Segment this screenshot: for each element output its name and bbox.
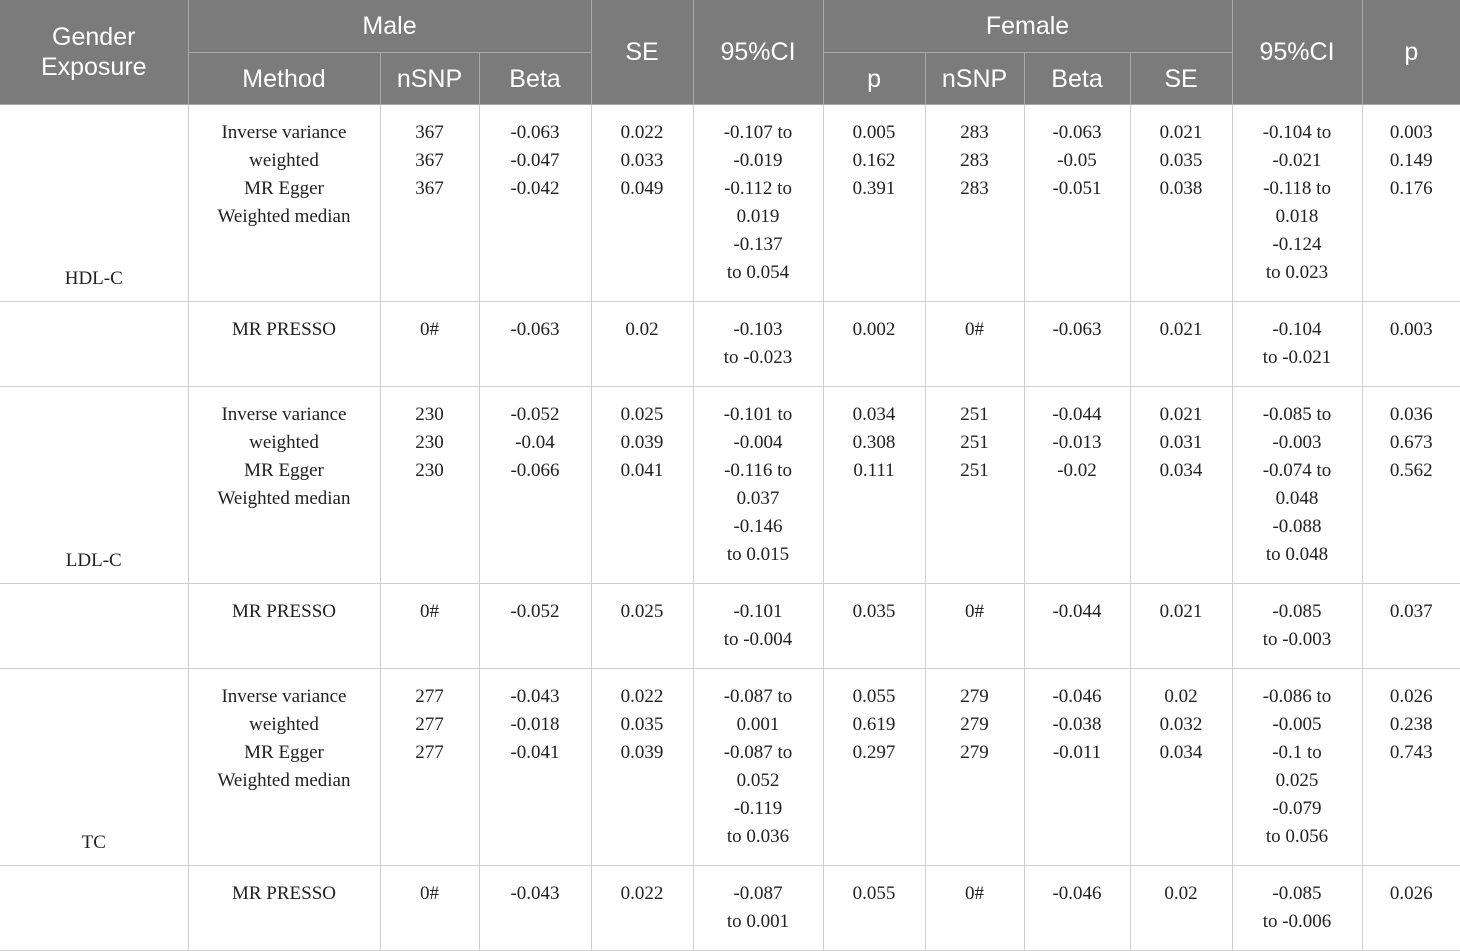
female-p-value: 0.026 (1389, 686, 1433, 707)
male-beta-value: -0.043 (510, 883, 560, 904)
female-ci-value: -0.085 (1272, 883, 1322, 904)
male-nsnp-value: 230 (415, 404, 444, 425)
male-se-value: 0.022 (620, 122, 664, 143)
male-ci-value: -0.103 (733, 319, 783, 340)
method-value: weighted (249, 150, 319, 171)
male-nsnp-cell (380, 105, 479, 302)
female-ci-value: to 0.056 (1265, 826, 1329, 847)
male-ci-value: -0.116 to (724, 460, 792, 481)
female-ci-value: to -0.021 (1262, 347, 1332, 368)
male-ci-value: -0.019 (733, 150, 783, 171)
table-row (0, 387, 1460, 584)
male-ci-value: to 0.054 (726, 262, 790, 283)
male-ci-value: 0.037 (736, 488, 780, 509)
female-p-value: 0.238 (1389, 714, 1433, 735)
male-se-value: 0.025 (620, 404, 664, 425)
male-nsnp-value: 0# (420, 319, 439, 340)
male-ci-value: 0.019 (736, 206, 780, 227)
male-p-value: 0.111 (853, 460, 895, 481)
female-se-cell (1130, 584, 1232, 669)
female-se-value: 0.021 (1159, 122, 1203, 143)
male-beta-value: -0.018 (510, 714, 560, 735)
method-value: MR PRESSO (231, 319, 337, 340)
female-ci-value: -0.088 (1272, 516, 1322, 537)
male-nsnp-value: 277 (415, 714, 444, 735)
method-value: MR Egger (244, 460, 324, 481)
female-nsnp-value: 0# (965, 319, 985, 340)
col-header-se-female: SE (1130, 53, 1232, 105)
male-ci-value: to -0.004 (723, 629, 793, 650)
female-ci-cell (1232, 387, 1362, 584)
male-nsnp-cell (380, 866, 479, 951)
table-body (0, 105, 1460, 951)
female-ci-value: -0.079 (1272, 798, 1322, 819)
male-se-value: 0.025 (620, 601, 664, 622)
male-beta-value: -0.042 (510, 178, 560, 199)
exposure-value: LDL-C (65, 550, 122, 571)
female-nsnp-value: 279 (960, 742, 989, 763)
table-row (0, 105, 1460, 302)
male-se-value: 0.039 (620, 432, 664, 453)
col-header-se-male: SE (591, 0, 693, 105)
female-ci-value: -0.104 to (1262, 122, 1332, 143)
male-nsnp-cell (380, 387, 479, 584)
female-nsnp-cell (925, 387, 1024, 584)
male-ci-value: -0.004 (733, 432, 783, 453)
male-ci-value: -0.087 to (723, 686, 793, 707)
table-row (0, 866, 1460, 951)
female-se-value: 0.035 (1159, 150, 1203, 171)
male-ci-cell (693, 387, 823, 584)
male-beta-value: -0.041 (510, 742, 560, 763)
female-se-value: 0.031 (1159, 432, 1203, 453)
male-beta-value: -0.052 (510, 404, 560, 425)
female-ci-cell (1232, 584, 1362, 669)
male-beta-cell (479, 669, 591, 866)
female-beta-cell (1024, 105, 1130, 302)
table-row (0, 584, 1460, 669)
exposure-cell (0, 584, 188, 669)
female-ci-value: -0.021 (1272, 150, 1322, 171)
male-nsnp-value: 230 (415, 460, 444, 481)
female-ci-value: -0.005 (1272, 714, 1322, 735)
male-se-value: 0.035 (620, 714, 664, 735)
female-p-cell (1362, 866, 1460, 951)
female-se-value: 0.021 (1159, 404, 1203, 425)
female-beta-value: -0.011 (1052, 742, 1102, 763)
col-header-p-male: p (823, 53, 925, 105)
female-se-value: 0.02 (1164, 883, 1198, 904)
male-se-cell (591, 105, 693, 302)
female-nsnp-value: 0# (965, 883, 985, 904)
male-p-value: 0.391 (852, 178, 896, 199)
female-ci-value: -0.074 to (1262, 460, 1332, 481)
male-beta-value: -0.043 (510, 686, 560, 707)
female-p-cell (1362, 584, 1460, 669)
female-se-value: 0.034 (1159, 460, 1203, 481)
female-nsnp-value: 279 (960, 714, 989, 735)
female-ci-value: 0.048 (1275, 488, 1319, 509)
male-beta-value: -0.063 (510, 122, 560, 143)
male-nsnp-value: 367 (415, 150, 444, 171)
female-ci-value: -0.085 to (1262, 404, 1332, 425)
male-ci-cell (693, 669, 823, 866)
male-ci-value: -0.107 to (723, 122, 793, 143)
female-ci-cell (1232, 105, 1362, 302)
female-beta-cell (1024, 387, 1130, 584)
male-beta-value: -0.04 (515, 432, 555, 453)
male-ci-value: -0.087 (733, 883, 783, 904)
female-nsnp-value: 283 (960, 122, 989, 143)
female-ci-cell (1232, 669, 1362, 866)
female-nsnp-value: 283 (960, 150, 989, 171)
male-beta-value: -0.052 (510, 601, 560, 622)
method-value: weighted (249, 714, 319, 735)
exposure-cell (0, 669, 188, 866)
female-se-value: 0.02 (1164, 686, 1198, 707)
male-p-value: 0.297 (852, 742, 896, 763)
male-p-cell (823, 584, 925, 669)
method-value: Weighted median (217, 770, 351, 791)
female-p-value: 0.026 (1389, 883, 1433, 904)
female-se-cell (1130, 669, 1232, 866)
male-ci-value: 0.052 (736, 770, 780, 791)
table-row (0, 669, 1460, 866)
method-cell (188, 387, 380, 584)
female-p-value: 0.176 (1389, 178, 1433, 199)
female-nsnp-value: 279 (960, 686, 989, 707)
male-ci-cell (693, 302, 823, 387)
exposure-cell (0, 387, 188, 584)
male-beta-cell (479, 302, 591, 387)
male-p-cell (823, 669, 925, 866)
female-se-value: 0.038 (1159, 178, 1203, 199)
female-ci-cell (1232, 302, 1362, 387)
male-ci-cell (693, 584, 823, 669)
method-cell (188, 105, 380, 302)
female-beta-value: -0.02 (1057, 460, 1097, 481)
male-ci-cell (693, 866, 823, 951)
female-p-value: 0.149 (1389, 150, 1433, 171)
col-header-beta-male: Beta (479, 53, 591, 105)
female-ci-value: -0.104 (1272, 319, 1322, 340)
male-ci-value: 0.001 (736, 714, 780, 735)
female-p-value: 0.036 (1389, 404, 1433, 425)
male-p-value: 0.055 (852, 883, 896, 904)
female-ci-value: -0.003 (1272, 432, 1322, 453)
female-beta-value: -0.038 (1052, 714, 1102, 735)
male-ci-value: to 0.001 (726, 911, 790, 932)
female-beta-cell (1024, 584, 1130, 669)
male-ci-value: -0.146 (733, 516, 783, 537)
male-ci-value: to 0.015 (726, 544, 790, 565)
female-se-cell (1130, 866, 1232, 951)
female-p-cell (1362, 105, 1460, 302)
exposure-value: TC (81, 832, 106, 853)
method-cell (188, 866, 380, 951)
male-ci-value: to -0.023 (723, 347, 793, 368)
male-se-value: 0.022 (620, 883, 664, 904)
female-nsnp-value: 251 (960, 404, 989, 425)
method-value: Inverse variance (221, 404, 347, 425)
male-p-cell (823, 387, 925, 584)
female-ci-value: -0.085 (1272, 601, 1322, 622)
female-se-value: 0.034 (1159, 742, 1203, 763)
female-group-header: Female (823, 0, 1232, 53)
exposure-cell (0, 302, 188, 387)
male-ci-value: -0.101 to (723, 404, 793, 425)
female-se-value: 0.021 (1159, 319, 1203, 340)
female-nsnp-cell (925, 669, 1024, 866)
male-se-value: 0.022 (620, 686, 664, 707)
female-ci-cell (1232, 866, 1362, 951)
exposure-value: HDL-C (64, 268, 123, 289)
male-se-value: 0.02 (625, 319, 659, 340)
method-value: weighted (249, 432, 319, 453)
female-nsnp-cell (925, 302, 1024, 387)
female-beta-value: -0.063 (1052, 122, 1102, 143)
male-se-value: 0.041 (620, 460, 664, 481)
male-nsnp-value: 367 (415, 122, 444, 143)
col-header-ci-male: 95%CI (693, 0, 823, 105)
male-p-value: 0.034 (852, 404, 896, 425)
female-ci-value: -0.086 to (1262, 686, 1332, 707)
female-p-value: 0.562 (1389, 460, 1433, 481)
female-ci-value: -0.118 to (1263, 178, 1331, 199)
exposure-cell (0, 105, 188, 302)
male-beta-cell (479, 584, 591, 669)
male-beta-value: -0.047 (510, 150, 560, 171)
male-p-value: 0.002 (852, 319, 896, 340)
female-p-cell (1362, 669, 1460, 866)
method-cell (188, 669, 380, 866)
female-beta-value: -0.051 (1052, 178, 1102, 199)
male-p-cell (823, 105, 925, 302)
female-ci-value: to 0.048 (1265, 544, 1329, 565)
male-nsnp-value: 0# (420, 883, 439, 904)
method-value: Weighted median (217, 206, 351, 227)
female-beta-value: -0.05 (1057, 150, 1097, 171)
female-ci-value: to 0.023 (1265, 262, 1329, 283)
male-p-cell (823, 302, 925, 387)
female-p-value: 0.037 (1389, 601, 1433, 622)
female-se-value: 0.032 (1159, 714, 1203, 735)
male-p-value: 0.005 (852, 122, 896, 143)
female-p-value: 0.743 (1389, 742, 1433, 763)
male-nsnp-cell (380, 302, 479, 387)
male-nsnp-cell (380, 669, 479, 866)
male-se-value: 0.049 (620, 178, 664, 199)
method-value: MR PRESSO (231, 601, 337, 622)
male-p-cell (823, 866, 925, 951)
male-se-cell (591, 866, 693, 951)
female-beta-value: -0.013 (1052, 432, 1102, 453)
female-ci-value: 0.025 (1275, 770, 1319, 791)
male-ci-value: -0.112 to (724, 178, 792, 199)
male-nsnp-value: 230 (415, 432, 444, 453)
gender-label: Gender (52, 23, 136, 51)
female-ci-value: -0.1 to (1272, 742, 1322, 763)
female-nsnp-value: 0# (965, 601, 985, 622)
male-p-value: 0.308 (852, 432, 896, 453)
method-value: Inverse variance (221, 122, 347, 143)
male-nsnp-value: 277 (415, 742, 444, 763)
female-p-value: 0.003 (1389, 122, 1433, 143)
female-p-value: 0.673 (1389, 432, 1433, 453)
female-beta-cell (1024, 669, 1130, 866)
female-ci-value: -0.124 (1272, 234, 1322, 255)
male-ci-value: -0.137 (733, 234, 783, 255)
female-p-value: 0.003 (1389, 319, 1433, 340)
female-nsnp-value: 251 (960, 460, 989, 481)
female-nsnp-value: 283 (960, 178, 989, 199)
female-beta-value: -0.044 (1052, 404, 1102, 425)
method-cell (188, 584, 380, 669)
male-se-value: 0.039 (620, 742, 664, 763)
male-nsnp-value: 277 (415, 686, 444, 707)
male-nsnp-value: 367 (415, 178, 444, 199)
female-ci-value: to -0.003 (1262, 629, 1332, 650)
female-nsnp-cell (925, 105, 1024, 302)
female-se-cell (1130, 387, 1232, 584)
method-value: MR Egger (244, 742, 324, 763)
male-se-cell (591, 584, 693, 669)
col-header-nsnp-female: nSNP (925, 53, 1024, 105)
female-beta-value: -0.046 (1052, 686, 1102, 707)
male-p-value: 0.619 (852, 714, 896, 735)
method-cell (188, 302, 380, 387)
female-beta-value: -0.044 (1052, 601, 1102, 622)
male-ci-value: -0.101 (733, 601, 783, 622)
male-se-cell (591, 302, 693, 387)
col-header-p-female: p (1362, 0, 1460, 105)
method-value: MR PRESSO (231, 883, 337, 904)
method-value: Inverse variance (221, 686, 347, 707)
female-se-value: 0.021 (1159, 601, 1203, 622)
male-se-cell (591, 387, 693, 584)
male-ci-value: -0.119 (733, 798, 783, 819)
exposure-cell (0, 866, 188, 951)
male-p-value: 0.035 (852, 601, 896, 622)
female-p-cell (1362, 387, 1460, 584)
male-ci-cell (693, 105, 823, 302)
female-beta-cell (1024, 866, 1130, 951)
female-beta-value: -0.063 (1052, 319, 1102, 340)
male-nsnp-value: 0# (420, 601, 439, 622)
male-beta-cell (479, 387, 591, 584)
male-beta-value: -0.066 (510, 460, 560, 481)
male-se-value: 0.033 (620, 150, 664, 171)
col-header-ci-female: 95%CI (1232, 0, 1362, 105)
female-se-cell (1130, 105, 1232, 302)
female-nsnp-value: 251 (960, 432, 989, 453)
female-ci-value: 0.018 (1275, 206, 1319, 227)
method-value: MR Egger (244, 178, 324, 199)
male-beta-value: -0.063 (510, 319, 560, 340)
male-group-header: Male (188, 0, 591, 53)
male-ci-value: to 0.036 (726, 826, 790, 847)
col-header-beta-female: Beta (1024, 53, 1130, 105)
col-header-nsnp-male: nSNP (380, 53, 479, 105)
gender-exposure-header (0, 0, 188, 105)
female-beta-cell (1024, 302, 1130, 387)
male-nsnp-cell (380, 584, 479, 669)
female-beta-value: -0.046 (1052, 883, 1102, 904)
method-value: Weighted median (217, 488, 351, 509)
table-row (0, 302, 1460, 387)
male-p-value: 0.055 (852, 686, 896, 707)
female-se-cell (1130, 302, 1232, 387)
male-p-value: 0.162 (852, 150, 896, 171)
female-ci-value: to -0.006 (1262, 911, 1332, 932)
male-ci-value: -0.087 to (723, 742, 793, 763)
male-se-cell (591, 669, 693, 866)
col-header-method: Method (188, 53, 380, 105)
female-nsnp-cell (925, 866, 1024, 951)
female-nsnp-cell (925, 584, 1024, 669)
male-beta-cell (479, 105, 591, 302)
male-beta-cell (479, 866, 591, 951)
exposure-label: Exposure (40, 53, 147, 81)
female-p-cell (1362, 302, 1460, 387)
